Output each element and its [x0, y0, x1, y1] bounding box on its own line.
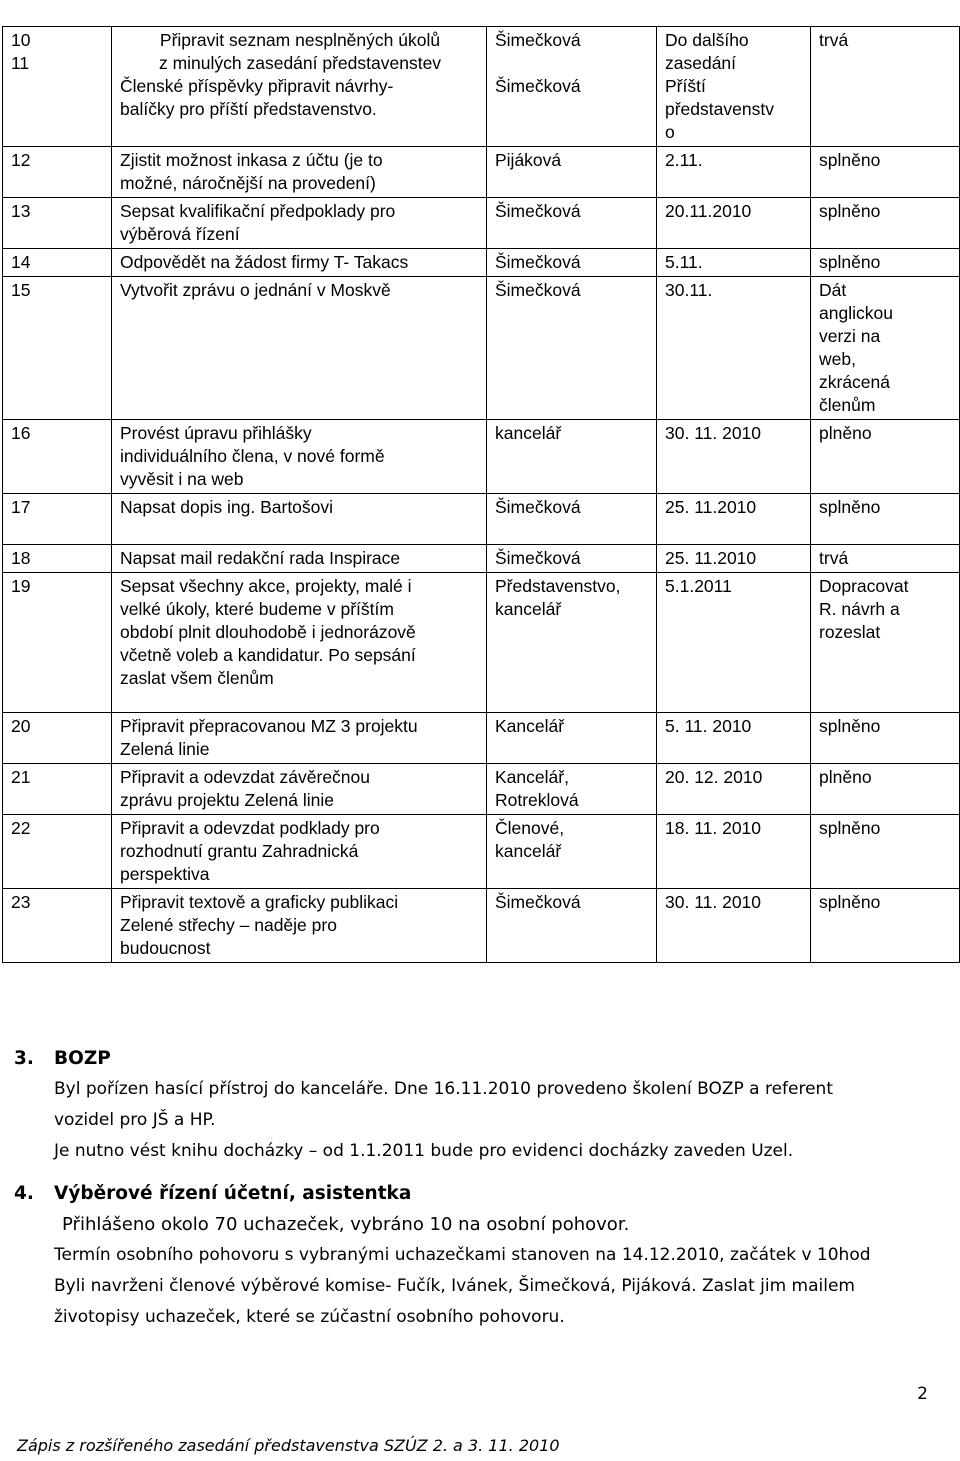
task-number-cell [3, 27, 112, 147]
task-due: 5. 11. 2010 [657, 713, 811, 764]
table-row [3, 764, 960, 815]
section-heading [14, 1178, 944, 1209]
task-owner-cell [487, 27, 657, 147]
task-status: trvá [811, 545, 960, 573]
task-due: Do dalšího zasedání [665, 30, 749, 73]
task-owner: Šimečková [487, 889, 657, 963]
task-owner: Šimečková [495, 30, 581, 50]
task-status: splněno [811, 815, 960, 889]
task-owner: Představenstvo, kancelář [495, 576, 621, 619]
task-number: 14 [3, 249, 112, 277]
section-bozp [14, 1043, 944, 1167]
task-status: splněno [811, 889, 960, 963]
task-owner: Kancelář, Rotreklová [495, 767, 579, 810]
task-description: Sepsat všechny akce, projekty, malé i velké úkoly, které budeme v příštím období plnit dlouhodobě i jednorázově včetně voleb a kandidatur. Po sepsání zaslat všem členům [120, 576, 416, 688]
task-status: Dopracovat R. návrh a rozeslat [819, 576, 909, 642]
task-owner: kancelář [487, 420, 657, 494]
task-due: 30.11. [657, 277, 811, 420]
task-number: 16 [3, 420, 112, 494]
table-row [3, 889, 960, 963]
task-table [2, 26, 960, 963]
table-row [3, 420, 960, 494]
task-number: 20 [3, 713, 112, 764]
task-status: Dát anglickou verzi na web, zkrácená členům [819, 280, 893, 415]
table-row [3, 545, 960, 573]
task-number: 15 [3, 277, 112, 420]
task-description: Vytvořit zprávu o jednání v Moskvě [120, 280, 391, 300]
task-due: 5.1.2011 [657, 573, 811, 713]
page-footer: Zápis z rozšířeného zasedání představenstva SZÚZ 2. a 3. 11. 2010 [17, 1436, 560, 1455]
table-row [3, 713, 960, 764]
task-number: 21 [3, 764, 112, 815]
section-paragraph: Termín osobního pohovoru s vybranými uchazečkami stanoven na 14.12.2010, začátek v 10hod [54, 1245, 871, 1265]
task-due: 20. 12. 2010 [657, 764, 811, 815]
task-due: 30. 11. 2010 [657, 889, 811, 963]
section-title: BOZP [54, 1048, 111, 1069]
task-number: 23 [3, 889, 112, 963]
task-number: 11 [11, 53, 30, 73]
task-status: splněno [811, 198, 960, 249]
table-row [3, 249, 960, 277]
section-paragraph: Je nutno vést knihu docházky – od 1.1.2011 bude pro evidenci docházky zaveden Uzel. [54, 1141, 794, 1161]
task-owner: Šimečková [487, 545, 657, 573]
task-number: 18 [3, 545, 112, 573]
task-status: trvá [819, 30, 849, 50]
table-row [3, 277, 960, 420]
task-due: 25. 11.2010 [657, 494, 811, 545]
task-status: splněno [811, 249, 960, 277]
task-owner: Šimečková [487, 494, 657, 545]
task-number: 19 [3, 573, 112, 713]
task-description: Sepsat kvalifikační předpoklady pro výběrová řízení [120, 201, 396, 244]
task-status: splněno [811, 147, 960, 198]
task-due: 5.11. [657, 249, 811, 277]
table-row [3, 815, 960, 889]
task-description: Připravit a odevzdat podklady pro rozhodnutí grantu Zahradnická perspektiva [120, 818, 380, 884]
task-status-cell [811, 27, 960, 147]
section-paragraph: Přihlášeno okolo 70 uchazeček, vybráno 10 na osobní pohovor. [62, 1214, 630, 1235]
task-description: Zjistit možnost inkasa z účtu (je to možné, náročnější na provedení) [120, 150, 383, 193]
task-owner: Pijáková [487, 147, 657, 198]
task-number: 13 [3, 198, 112, 249]
task-owner: Členové, kancelář [495, 818, 565, 861]
task-owner: Šimečková [487, 249, 657, 277]
task-description: Připravit přepracovanou MZ 3 projektu Zelená linie [120, 716, 418, 759]
task-description: Provést úpravu přihlášky individuálního člena, v nové formě vyvěsit i na web [120, 423, 385, 489]
section-title: Výběrové řízení účetní, asistentka [54, 1183, 412, 1204]
table-row [3, 147, 960, 198]
task-due-cell [657, 27, 811, 147]
task-description-cell [112, 27, 487, 147]
task-description: Napsat mail redakční rada Inspirace [120, 548, 401, 568]
task-status: plněno [811, 764, 960, 815]
task-due: Příští představenstv o [665, 76, 774, 142]
task-description: Připravit a odevzdat závěrečnou zprávu projektu Zelená linie [120, 767, 370, 810]
section-heading [14, 1043, 944, 1074]
task-due: 25. 11.2010 [657, 545, 811, 573]
table-row [3, 27, 960, 147]
page-number: 2 [917, 1384, 928, 1404]
task-due: 18. 11. 2010 [657, 815, 811, 889]
task-description: Členské příspěvky připravit návrhy- balíčky pro příští představenstvo. [120, 76, 394, 119]
section-number: 4. [14, 1183, 34, 1204]
section-paragraph: Byli navrženi členové výběrové komise- Fučík, Ivánek, Šimečková, Pijáková. Zaslat jim mailem životopisy uchazeček, které se zúčastní osobního pohovoru. [54, 1276, 855, 1327]
task-status: splněno [811, 494, 960, 545]
task-due: 2.11. [657, 147, 811, 198]
task-description: Připravit textově a graficky publikaci Zelené střechy – naděje pro budoucnost [120, 892, 399, 958]
section-paragraph: Byl pořízen hasící přístroj do kanceláře. Dne 16.11.2010 provedeno školení BOZP a referent vozidel pro JŠ a HP. [54, 1079, 833, 1130]
task-due: 30. 11. 2010 [657, 420, 811, 494]
task-due: 20.11.2010 [657, 198, 811, 249]
table-row [3, 494, 960, 545]
task-number: 22 [3, 815, 112, 889]
task-owner: Šimečková [487, 277, 657, 420]
task-number: 12 [3, 147, 112, 198]
task-description: Odpovědět na žádost firmy T- Takacs [120, 252, 409, 272]
task-description: Připravit seznam nesplněných úkolů z minulých zasedání představenstev [158, 30, 442, 73]
task-status: plněno [811, 420, 960, 494]
task-owner: Kancelář [487, 713, 657, 764]
task-status: splněno [811, 713, 960, 764]
table-row [3, 573, 960, 713]
task-number: 17 [3, 494, 112, 545]
section-vyberove-rizeni [14, 1178, 944, 1333]
section-number: 3. [14, 1048, 34, 1069]
table-row [3, 198, 960, 249]
task-number: 10 [11, 30, 31, 50]
task-description: Napsat dopis ing. Bartošovi [120, 497, 334, 517]
task-owner: Šimečková [487, 198, 657, 249]
task-owner: Šimečková [495, 76, 581, 96]
